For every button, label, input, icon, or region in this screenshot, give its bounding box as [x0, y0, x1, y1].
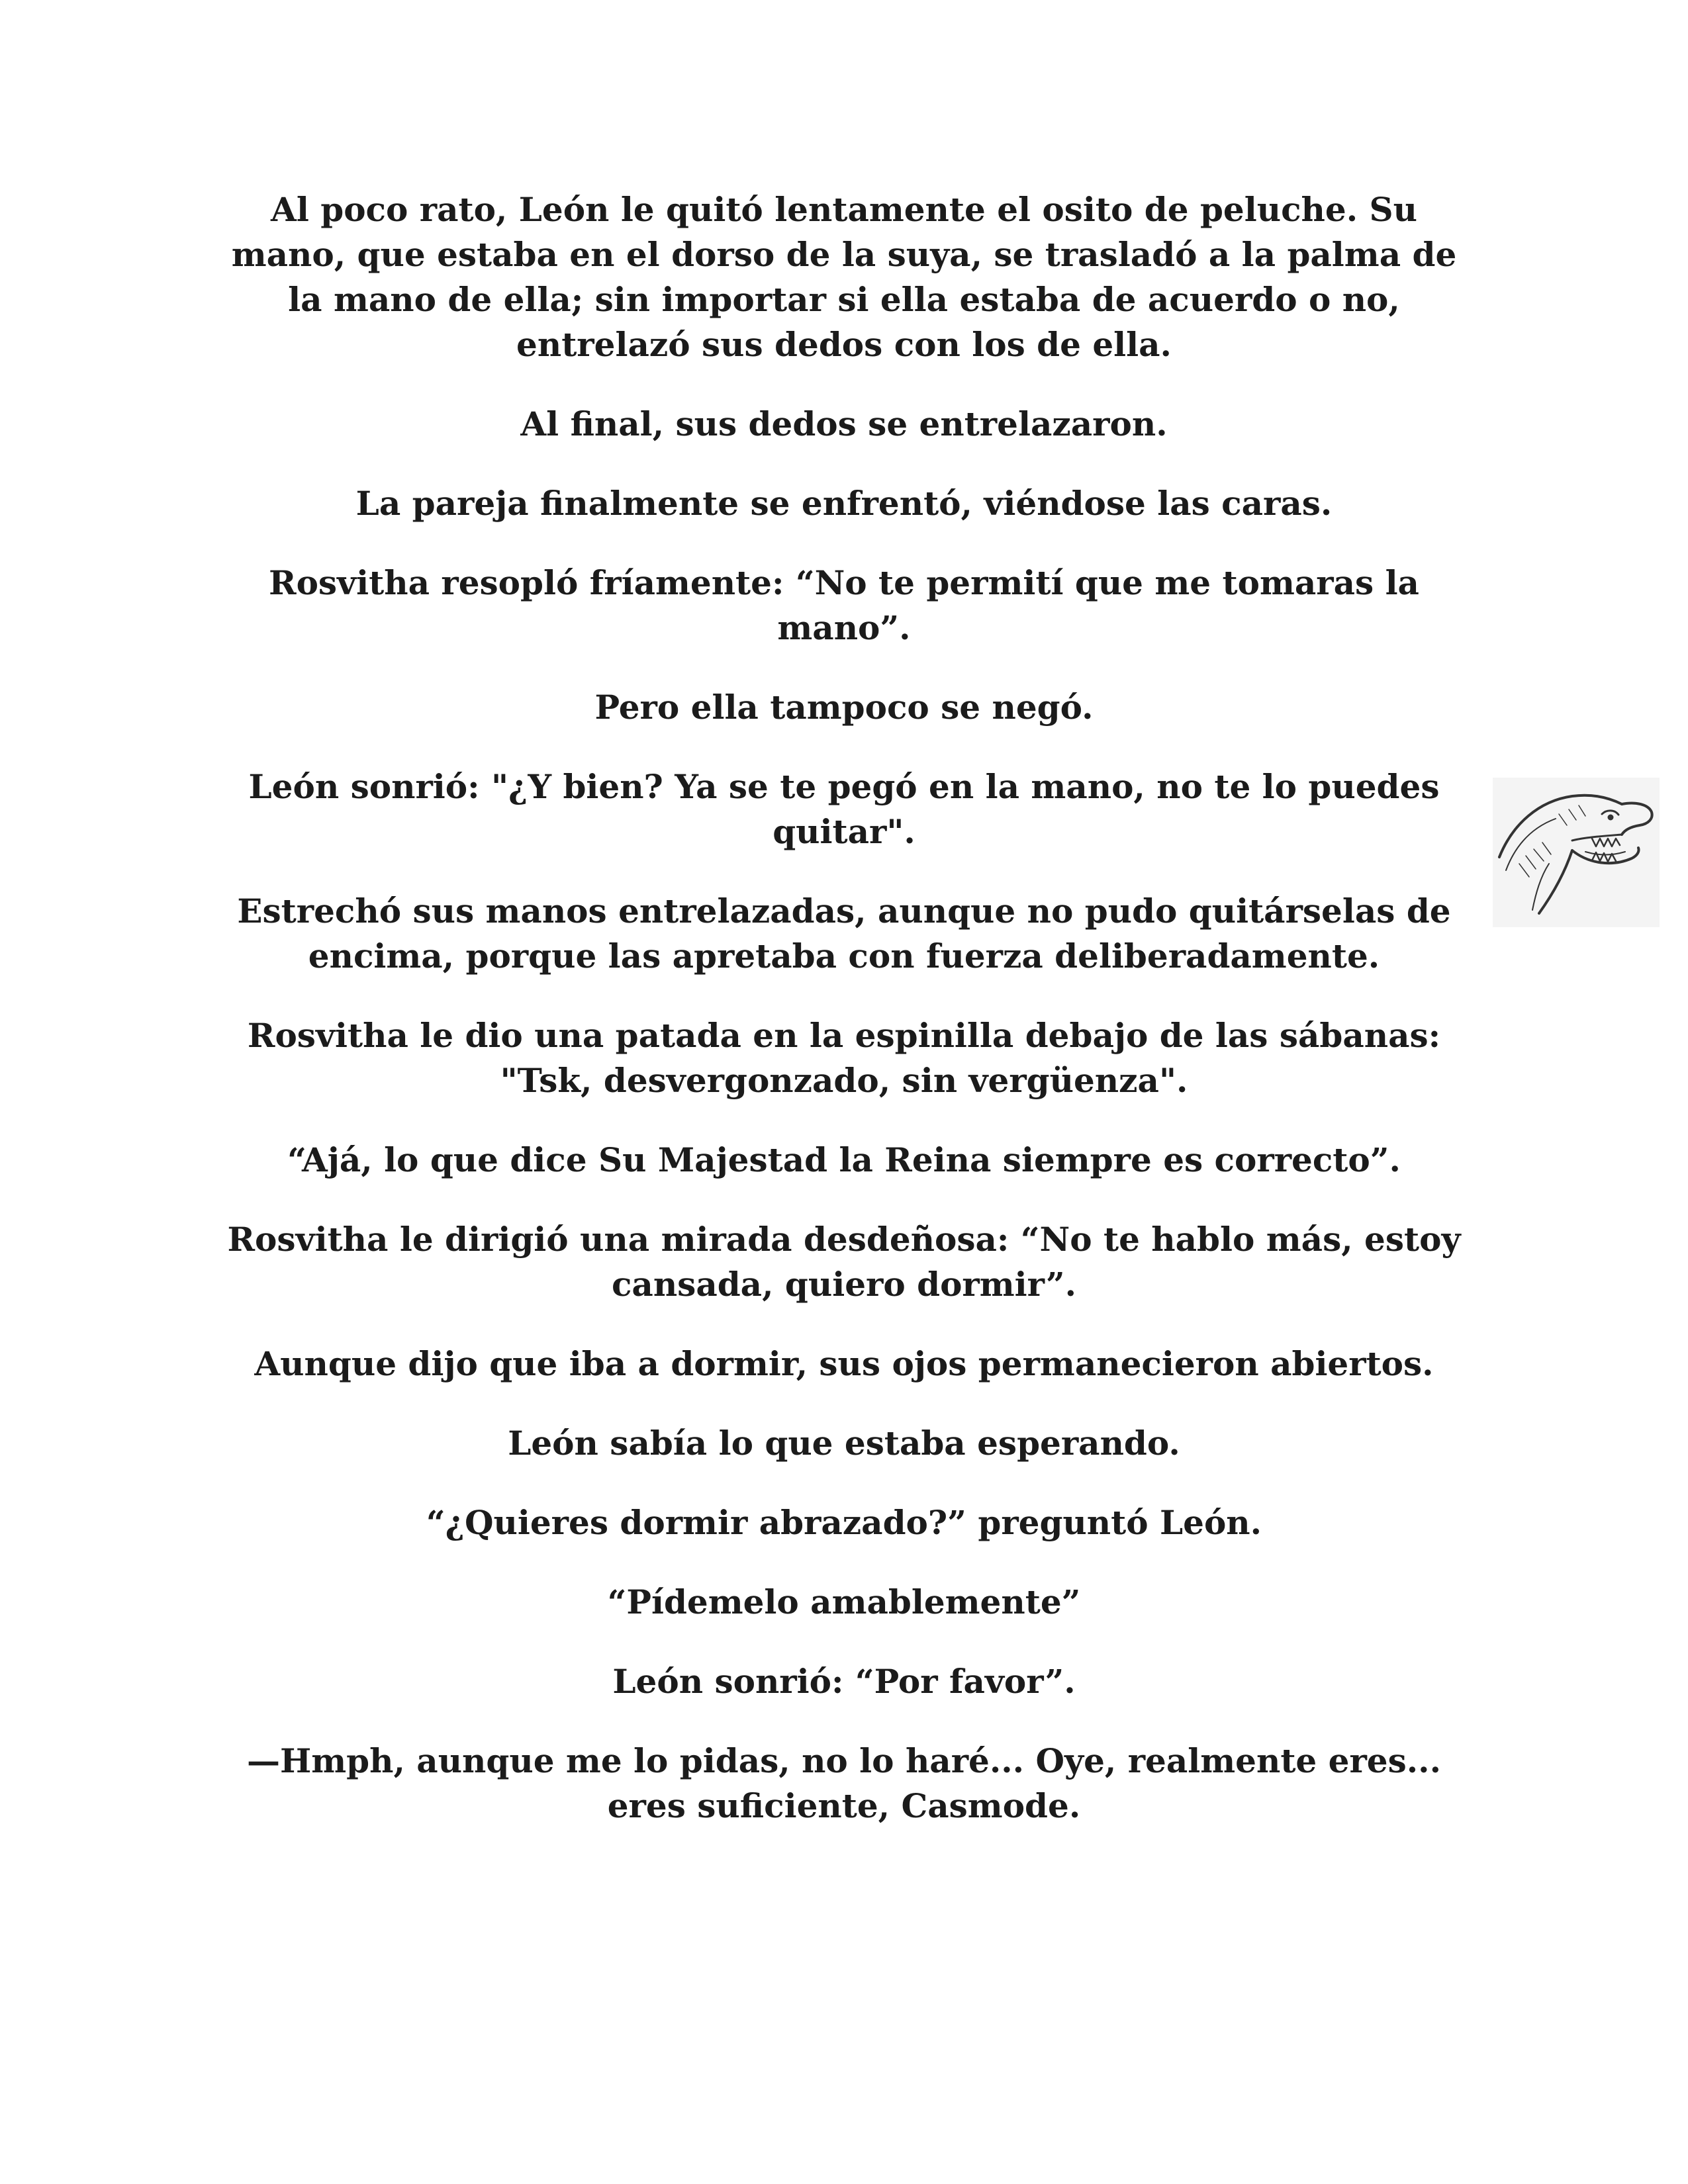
paragraph-4: Rosvitha resopló fríamente: “No te permití que me tomaras la mano”.: [269, 563, 1419, 647]
paragraph-5: Pero ella tampoco se negó.: [594, 688, 1094, 727]
paragraph-13: “¿Quieres dormir abrazado?” preguntó León.: [426, 1503, 1262, 1542]
paragraph-8: Rosvitha le dio una patada en la espinilla debajo de las sábanas: "Tsk, desvergonzado, sin vergüenza".: [247, 1016, 1441, 1100]
paragraph-14: “Pídemelo amablemente”: [607, 1582, 1081, 1621]
story-text: [218, 187, 1470, 1863]
paragraph-15: León sonrió: “Por favor”.: [612, 1662, 1076, 1701]
paragraph-7: Estrechó sus manos entrelazadas, aunque no pudo quitárselas de encima, porque las apretaba con fuerza deliberadamente.: [237, 891, 1451, 976]
paragraph-12: León sabía lo que estaba esperando.: [508, 1424, 1180, 1463]
dinosaur-sketch-icon: [1493, 778, 1660, 927]
paragraph-9: “Ajá, lo que dice Su Majestad la Reina siempre es correcto”.: [287, 1140, 1401, 1179]
paragraph-2: Al final, sus dedos se entrelazaron.: [520, 404, 1168, 443]
paragraph-16: —Hmph, aunque me lo pidas, no lo haré... Oye, realmente eres... eres suficiente, Casmode.: [247, 1741, 1441, 1825]
paragraph-11: Aunque dijo que iba a dormir, sus ojos permanecieron abiertos.: [254, 1344, 1434, 1383]
paragraph-1: Al poco rato, León le quitó lentamente el osito de peluche. Su mano, que estaba en el dorso de la suya, se trasladó a la palma de la mano de ella; sin importar si ella estaba de acuerdo o no, entrelazó sus dedos con los de ella.: [231, 190, 1457, 364]
paragraph-10: Rosvitha le dirigió una mirada desdeñosa: “No te hablo más, estoy cansada, quiero dormir”.: [227, 1220, 1461, 1304]
paragraph-6: León sonrió: "¿Y bien? Ya se te pegó en la mano, no te lo puedes quitar".: [248, 767, 1440, 851]
paragraph-3: La pareja finalmente se enfrentó, viéndose las caras.: [355, 484, 1333, 523]
